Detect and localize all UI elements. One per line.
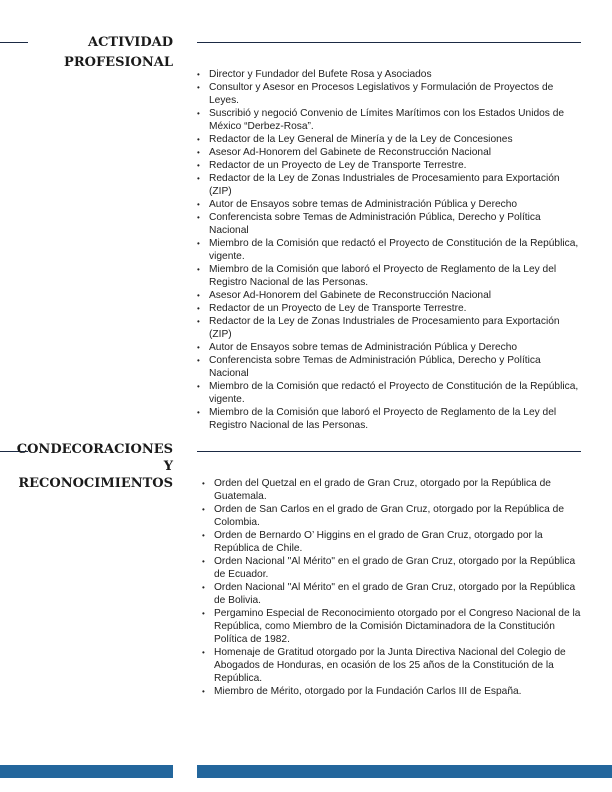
list-item: • Asesor Ad-Honorem del Gabinete de Reconstrucción Nacional <box>197 146 583 159</box>
list-item: • Suscribió y negoció Convenio de Límites Marítimos con los Estados Unidos de México “Derbez-Rosa”. <box>197 107 583 133</box>
list-item: • Consultor y Asesor en Procesos Legislativos y Formulación de Proyectos de Leyes. <box>197 81 583 107</box>
condecoraciones-list <box>202 477 584 698</box>
list-item: • Redactor de un Proyecto de Ley de Transporte Terrestre. <box>197 302 583 315</box>
list-item: • Autor de Ensayos sobre temas de Administración Pública y Derecho <box>197 341 583 354</box>
list-item: • Miembro de la Comisión que redactó el Proyecto de Constitución de la República, vigente. <box>197 237 583 263</box>
list-item: • Miembro de la Comisión que laboró el Proyecto de Reglamento de la Ley del Registro Nacional de las Personas. <box>197 406 583 432</box>
list-item: • Redactor de la Ley de Zonas Industriales de Procesamiento para Exportación (ZIP) <box>197 172 583 198</box>
heading-line: CONDECORACIONES <box>16 442 173 457</box>
section-heading-condecoraciones <box>17 441 173 492</box>
list-item: • Homenaje de Gratitud otorgado por la Junta Directiva Nacional del Colegio de Abogados de Honduras, en ocasión de los 25 años de la Constitución de la República. <box>202 646 584 685</box>
footer-bar-left <box>0 765 173 778</box>
list-item: • Orden Nacional "Al Mérito" en el grado de Gran Cruz, otorgado por la República de Bolivia. <box>202 581 584 607</box>
list-item: • Conferencista sobre Temas de Administración Pública, Derecho y Política Nacional <box>197 211 583 237</box>
list-item: • Orden del Quetzal en el grado de Gran Cruz, otorgado por la República de Guatemala. <box>202 477 584 503</box>
footer-bar-right <box>197 765 612 778</box>
section-rule-right <box>197 42 581 43</box>
heading-line: Y <box>163 459 173 474</box>
list-item: • Redactor de la Ley General de Minería y de la Ley de Concesiones <box>197 133 583 146</box>
list-item: • Orden de San Carlos en el grado de Gran Cruz, otorgado por la República de Colombia. <box>202 503 584 529</box>
list-item: • Orden de Bernardo O’ Higgins en el grado de Gran Cruz, otorgado por la República de Chile. <box>202 529 584 555</box>
list-item: • Asesor Ad-Honorem del Gabinete de Reconstrucción Nacional <box>197 289 583 302</box>
list-item: • Redactor de un Proyecto de Ley de Transporte Terrestre. <box>197 159 583 172</box>
list-item: • Director y Fundador del Bufete Rosa y Asociados <box>197 68 583 81</box>
list-item: • Miembro de la Comisión que laboró el Proyecto de Reglamento de la Ley del Registro Nacional de las Personas. <box>197 263 583 289</box>
list-item: • Miembro de la Comisión que redactó el Proyecto de Constitución de la República, vigente. <box>197 380 583 406</box>
list-item: • Redactor de la Ley de Zonas Industriales de Procesamiento para Exportación (ZIP) <box>197 315 583 341</box>
list-item: • Conferencista sobre Temas de Administración Pública, Derecho y Política Nacional <box>197 354 583 380</box>
section-rule-right <box>197 451 581 452</box>
list-item: • Miembro de Mérito, otorgado por la Fundación Carlos III de España. <box>202 685 584 698</box>
actividad-list <box>197 68 583 432</box>
heading-line: RECONOCIMIENTOS <box>18 476 173 491</box>
list-item: • Orden Nacional "Al Mérito" en el grado de Gran Cruz, otorgado por la República de Ecuador. <box>202 555 584 581</box>
list-item: • Autor de Ensayos sobre temas de Administración Pública y Derecho <box>197 198 583 211</box>
section-heading-actividad <box>64 33 173 73</box>
heading-line: PROFESIONAL <box>64 55 173 70</box>
list-item: • Pergamino Especial de Reconocimiento otorgado por el Congreso Nacional de la República, como Miembro de la Comisión Dictaminadora de la Constitución Política de 1982. <box>202 607 584 646</box>
heading-line: ACTIVIDAD <box>88 35 173 50</box>
section-rule-left <box>0 42 28 43</box>
